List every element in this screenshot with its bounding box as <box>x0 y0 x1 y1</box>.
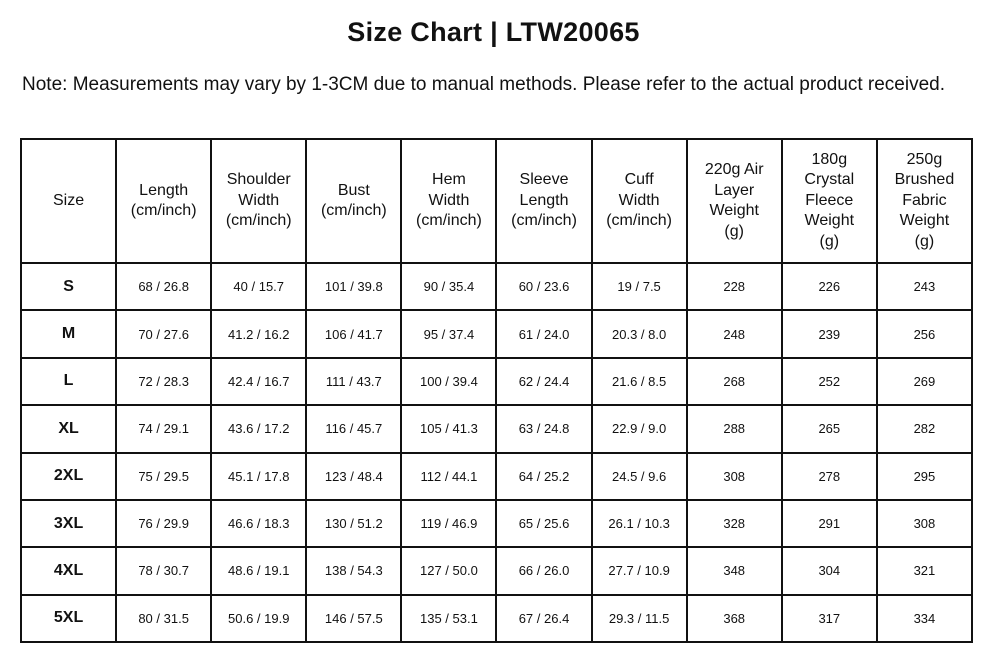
header-line: Weight <box>899 212 950 230</box>
header-sleeve-length <box>496 139 591 263</box>
cell-cuff-width: 26.1 / 10.3 <box>592 500 687 547</box>
page-title: Size Chart | LTW20065 <box>347 17 640 47</box>
header-line: Fleece <box>805 191 854 209</box>
header-line: Sleeve <box>519 171 569 189</box>
table-row <box>21 595 972 642</box>
cell-shoulder-width: 40 / 15.7 <box>211 263 306 310</box>
cell-crystal-fleece-weight: 226 <box>782 263 877 310</box>
header-line: Size <box>52 191 85 209</box>
cell-hem-width: 127 / 50.0 <box>401 547 496 594</box>
cell-crystal-fleece-weight: 239 <box>782 310 877 357</box>
cell-crystal-fleece-weight: 278 <box>782 453 877 500</box>
header-line: Width <box>618 191 660 209</box>
header-line: Hem <box>432 171 466 189</box>
cell-length: 74 / 29.1 <box>116 405 211 452</box>
cell-sleeve-length: 67 / 26.4 <box>496 595 591 642</box>
cell-bust: 106 / 41.7 <box>306 310 401 357</box>
header-line: Brushed <box>894 171 955 189</box>
header-line: Weight <box>804 212 855 230</box>
cell-bust: 123 / 48.4 <box>306 453 401 500</box>
cell-hem-width: 100 / 39.4 <box>401 358 496 405</box>
cell-sleeve-length: 61 / 24.0 <box>496 310 591 357</box>
cell-air-layer-weight: 368 <box>687 595 782 642</box>
cell-length: 75 / 29.5 <box>116 453 211 500</box>
header-line: (g) <box>914 232 935 250</box>
cell-brushed-fabric-weight: 334 <box>877 595 972 642</box>
header-line: 220g Air <box>704 161 764 178</box>
size-chart-body <box>21 263 972 642</box>
table-row <box>21 358 972 405</box>
cell-hem-width: 105 / 41.3 <box>401 405 496 452</box>
header-brushed-fabric-weight <box>877 139 972 263</box>
cell-hem-width: 119 / 46.9 <box>401 500 496 547</box>
cell-crystal-fleece-weight: 304 <box>782 547 877 594</box>
header-line: Weight <box>709 202 759 219</box>
table-row <box>21 405 972 452</box>
cell-hem-width: 95 / 37.4 <box>401 310 496 357</box>
cell-air-layer-weight: 248 <box>687 310 782 357</box>
cell-size: XL <box>21 405 116 452</box>
cell-brushed-fabric-weight: 308 <box>877 500 972 547</box>
header-shoulder-width <box>211 139 306 263</box>
cell-length: 80 / 31.5 <box>116 595 211 642</box>
cell-cuff-width: 27.7 / 10.9 <box>592 547 687 594</box>
header-line: Width <box>428 191 470 209</box>
cell-length: 76 / 29.9 <box>116 500 211 547</box>
size-chart-table <box>20 138 973 643</box>
cell-crystal-fleece-weight: 291 <box>782 500 877 547</box>
header-line: Length <box>139 181 189 199</box>
cell-crystal-fleece-weight: 317 <box>782 595 877 642</box>
cell-sleeve-length: 66 / 26.0 <box>496 547 591 594</box>
cell-air-layer-weight: 268 <box>687 358 782 405</box>
cell-air-layer-weight: 288 <box>687 405 782 452</box>
header-line: Bust <box>337 181 370 199</box>
cell-sleeve-length: 63 / 24.8 <box>496 405 591 452</box>
cell-shoulder-width: 46.6 / 18.3 <box>211 500 306 547</box>
header-line: (g) <box>819 232 840 250</box>
cell-hem-width: 90 / 35.4 <box>401 263 496 310</box>
cell-bust: 130 / 51.2 <box>306 500 401 547</box>
cell-brushed-fabric-weight: 321 <box>877 547 972 594</box>
cell-bust: 116 / 45.7 <box>306 405 401 452</box>
header-crystal-fleece-weight <box>782 139 877 263</box>
cell-brushed-fabric-weight: 282 <box>877 405 972 452</box>
table-row <box>21 453 972 500</box>
cell-sleeve-length: 64 / 25.2 <box>496 453 591 500</box>
header-line: Cuff <box>624 171 654 189</box>
table-row <box>21 310 972 357</box>
cell-shoulder-width: 42.4 / 16.7 <box>211 358 306 405</box>
cell-bust: 101 / 39.8 <box>306 263 401 310</box>
header-line: 250g <box>906 150 943 168</box>
cell-shoulder-width: 43.6 / 17.2 <box>211 405 306 452</box>
cell-size: 3XL <box>21 500 116 547</box>
cell-cuff-width: 20.3 / 8.0 <box>592 310 687 357</box>
header-size <box>21 139 116 263</box>
header-line: (cm/inch) <box>606 212 672 230</box>
cell-bust: 138 / 54.3 <box>306 547 401 594</box>
cell-hem-width: 135 / 53.1 <box>401 595 496 642</box>
cell-sleeve-length: 62 / 24.4 <box>496 358 591 405</box>
cell-brushed-fabric-weight: 295 <box>877 453 972 500</box>
header-cuff-width <box>592 139 687 263</box>
cell-bust: 111 / 43.7 <box>306 358 401 405</box>
header-line: (cm/inch) <box>130 202 197 219</box>
table-row <box>21 263 972 310</box>
cell-cuff-width: 19 / 7.5 <box>592 263 687 310</box>
cell-cuff-width: 21.6 / 8.5 <box>592 358 687 405</box>
header-line: Length <box>519 191 569 209</box>
header-line: (cm/inch) <box>320 202 387 219</box>
cell-cuff-width: 22.9 / 9.0 <box>592 405 687 452</box>
cell-length: 70 / 27.6 <box>116 310 211 357</box>
header-bust <box>306 139 401 263</box>
cell-shoulder-width: 45.1 / 17.8 <box>211 453 306 500</box>
header-line: (cm/inch) <box>511 212 577 230</box>
cell-air-layer-weight: 328 <box>687 500 782 547</box>
cell-size: 5XL <box>21 595 116 642</box>
header-line: (cm/inch) <box>416 212 482 230</box>
cell-crystal-fleece-weight: 252 <box>782 358 877 405</box>
table-row <box>21 547 972 594</box>
cell-hem-width: 112 / 44.1 <box>401 453 496 500</box>
cell-sleeve-length: 60 / 23.6 <box>496 263 591 310</box>
header-line: (g) <box>724 222 744 240</box>
cell-cuff-width: 29.3 / 11.5 <box>592 595 687 642</box>
header-line: (cm/inch) <box>225 212 292 230</box>
cell-shoulder-width: 50.6 / 19.9 <box>211 595 306 642</box>
cell-shoulder-width: 48.6 / 19.1 <box>211 547 306 594</box>
measurement-note: Note: Measurements may vary by 1-3CM due to manual methods. Please refer to the actual product received. <box>22 74 946 95</box>
cell-length: 72 / 28.3 <box>116 358 211 405</box>
cell-cuff-width: 24.5 / 9.6 <box>592 453 687 500</box>
header-line: Layer <box>714 181 755 199</box>
cell-size: L <box>21 358 116 405</box>
header-hem-width <box>401 139 496 263</box>
cell-size: M <box>21 310 116 357</box>
cell-sleeve-length: 65 / 25.6 <box>496 500 591 547</box>
header-row <box>21 139 972 263</box>
table-row <box>21 500 972 547</box>
cell-air-layer-weight: 348 <box>687 547 782 594</box>
cell-air-layer-weight: 228 <box>687 263 782 310</box>
cell-size: 4XL <box>21 547 116 594</box>
header-line: Crystal <box>804 171 855 189</box>
cell-brushed-fabric-weight: 243 <box>877 263 972 310</box>
cell-size: S <box>21 263 116 310</box>
header-air-layer-weight <box>687 139 782 263</box>
header-line: Fabric <box>902 191 947 209</box>
cell-size: 2XL <box>21 453 116 500</box>
header-line: 180g <box>811 150 848 168</box>
cell-brushed-fabric-weight: 269 <box>877 358 972 405</box>
header-length <box>116 139 211 263</box>
cell-crystal-fleece-weight: 265 <box>782 405 877 452</box>
header-line: Width <box>238 191 280 209</box>
cell-shoulder-width: 41.2 / 16.2 <box>211 310 306 357</box>
cell-air-layer-weight: 308 <box>687 453 782 500</box>
cell-bust: 146 / 57.5 <box>306 595 401 642</box>
cell-length: 78 / 30.7 <box>116 547 211 594</box>
cell-brushed-fabric-weight: 256 <box>877 310 972 357</box>
cell-length: 68 / 26.8 <box>116 263 211 310</box>
header-line: Shoulder <box>226 171 291 189</box>
